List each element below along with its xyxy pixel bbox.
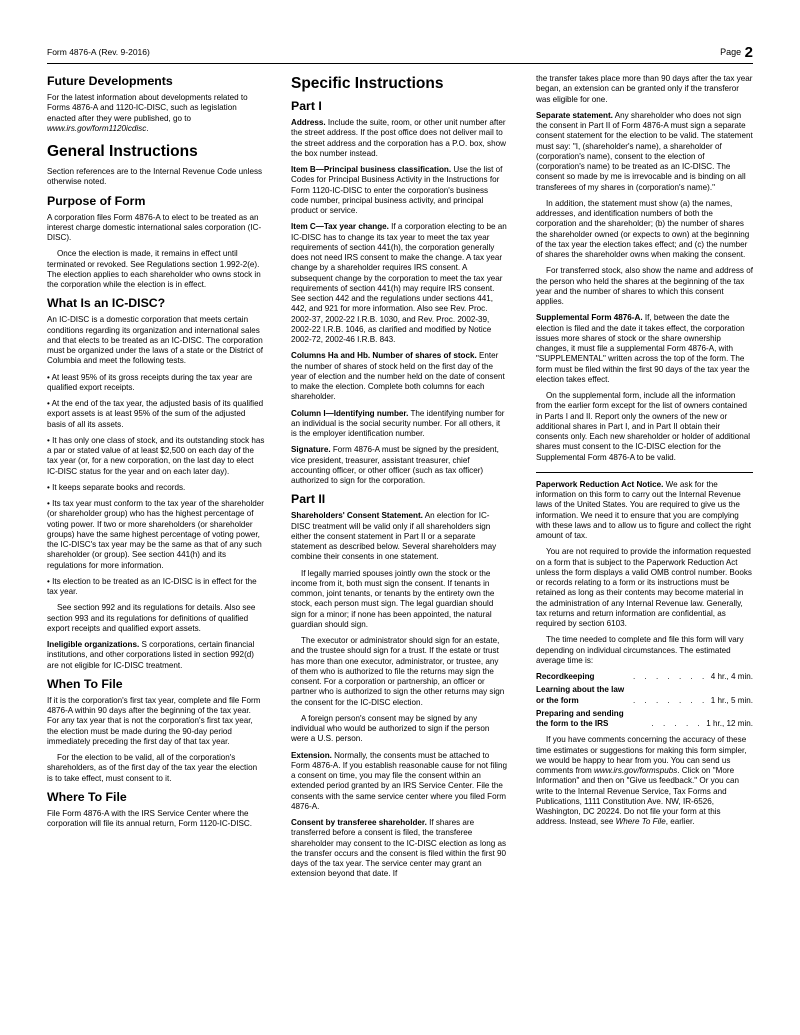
ineligible-text: Ineligible organizations. S corporations, certain financial institutions, and other corporations listed in section 992(d) are not eligible for IC-DISC treatment. <box>47 640 255 670</box>
transferred-stock-text: For transferred stock, also show the name and address of the person who held the shares at the beginning of the tax year and the number of shares to which this consent applies. <box>536 266 753 306</box>
time-row-value: 4 hr., 4 min. <box>710 672 753 681</box>
time-row <box>536 709 753 730</box>
purpose-text-1: A corporation files Form 4876-A to elect to be treated as an interest charge domestic international sales corporation (IC-DISC). <box>47 212 262 242</box>
future-developments-text: For the latest information about developments related to Forms 4876-A and 1120-IC-DISC, such as legislation enacted after they were published, go to www.irs.gov/form1120icdisc. <box>47 93 248 133</box>
comments-text: If you have comments concerning the accuracy of these time estimates or suggestions for making this form simpler, we would be happy to hear from you. You can send us comments from www.irs.gov/formspubs. Click on "More Information" and then on "Give us feedback." Or you can write to the Internal Revenue Service, Tax Forms and Publications, 1111 Constitution Ave. NW, IR-6526, Washington, DC 20224. Do not file your form at this address. Instead, see Where To File, earlier. <box>536 735 747 827</box>
specific-instructions-heading: Specific Instructions <box>291 75 444 92</box>
paperwork-reduction-text: Paperwork Reduction Act Notice. We ask for the information on this form to carry out the Internal Revenue laws of the United States. You are required to give us the information. We need it to ensure that you are complying with these laws and to allow us to figure and collect the right amount of tax. <box>536 479 752 540</box>
consent-statement-text: Shareholders' Consent Statement. An election for IC-DISC treatment will be valid only if all shareholders sign either the consent statement in Part II or a separate statement as described below. Several shareholders may combine their consents in one statement. <box>291 511 497 562</box>
where-to-file-text: File Form 4876-A with the IRS Service Center where the corporation will file its annual return, Form 1120-IC-DISC. <box>47 808 252 828</box>
signature-text: Signature. Form 4876-A must be signed by the president, vice president, treasurer, assistant treasurer, chief accounting officer, or other officer (such as tax officer) authorized to sign for the corporation. <box>291 445 499 485</box>
dot-leader: . . . . . . . <box>632 695 708 705</box>
where-to-file-heading: Where To File <box>47 789 127 804</box>
part1-heading: Part I <box>291 99 322 113</box>
page-number: 2 <box>744 44 753 61</box>
statement-details-text: In addition, the statement must show (a) the names, addresses, and identification numbers of both the corporation and the shareholder; (b) the number of shares the shareholder owned (or expects to own) at the beginning of the tax year the election takes effect; and (c) the number of shares the shareholder owns when making the consent. <box>536 198 750 259</box>
columns-h-text: Columns Ha and Hb. Number of shares of stock. Enter the number of shares of stock held on the first day of the year of election and the number held on the date of consent to make the election. Complete both columns for each shareholder. <box>291 351 505 402</box>
time-row-label: or the form <box>536 695 579 705</box>
supplemental-details-text: On the supplemental form, include all the information from the earlier form except for the list of owners contained in Parts I and II. Report only the owners of the new or additional shares in Part I, and in Part II obtain their consents only. Each new shareholder or holder of additional shares must consent to the IC-DISC election for the Supplemental Form 4876-A to be valid. <box>536 391 751 462</box>
time-row <box>536 685 753 706</box>
bullet-item: • Its tax year must conform to the tax year of the shareholder (or shareholder group) who has the highest percentage of voting power. If two or more shareholders (or shareholder groups) have the same highest percentage of voting power, the IC-DISC's tax year may be the same as that of any such shareholder (or group). See section 441(h) and its regulations for more information. <box>47 499 264 570</box>
bullet-item: • Its election to be treated as an IC-DISC is in effect for the tax year. <box>47 576 257 596</box>
general-instructions-text: Section references are to the Internal Revenue Code unless otherwise noted. <box>47 167 263 187</box>
icdisc-heading: What Is an IC-DISC? <box>47 296 166 311</box>
dot-leader: . . . . . . . <box>632 672 708 681</box>
time-estimates-table <box>536 672 753 729</box>
bullet-item: • At least 95% of its gross receipts during the tax year are qualified export receipts. <box>47 372 253 392</box>
address-text: Address. Include the suite, room, or other unit number after the street address. If the post office does not deliver mail to the street address and the corporation has a P.O. box, show the box number instead. <box>291 118 506 158</box>
column-middle <box>291 74 507 886</box>
omb-notice-text: You are not required to provide the information requested on a form that is subject to the Paperwork Reduction Act unless the form displays a valid OMB control number. Books or records relating to a form or its instructions must be retained as long as their contents may become material in the administration of any Internal Revenue law. Generally, tax returns and return information are confidential, as required by section 6103. <box>536 547 752 628</box>
page-label: Page <box>720 47 742 57</box>
icdisc-text-1: An IC-DISC is a domestic corporation that meets certain conditions regarding its organization and international sales and that elects to be treated as an IC-DISC. The corporation must be organized under the laws of a state or the District of Columbia and meet the following tests. <box>47 315 263 366</box>
bullet-item: • At the end of the tax year, the adjusted basis of its qualified export assets is at least 95% of the sum of the adjusted basis of all its assets. <box>47 399 264 429</box>
purpose-text-2: Once the election is made, it remains in effect until terminated or revoked. See Regulations section 1.992-2(e). The election applies to each shareholder who owns stock in the corporation while the election is in effect. <box>47 249 261 289</box>
transferee-text: Consent by transferee shareholder. If shares are transferred before a consent is filed, the transferee shareholder may consent to the IC-DISC election as long as the transfer occurs and the consent is filed within the first 90 days of the tax year. The service center may grant an extension beyond that date. If <box>291 818 507 879</box>
icdisc-text-2: See section 992 and its regulations for details. Also see section 993 and its regulations for definitions of qualified export receipts and qualified export assets. <box>47 603 256 633</box>
time-row-label: the form to the IRS <box>536 719 609 728</box>
section-divider <box>536 472 753 473</box>
where-to-file-reference: Where To File <box>615 817 666 827</box>
supplemental-form-text: Supplemental Form 4876-A. If, between the date the election is filed and the date it takes effect, the corporation issues more shares of stock or the share ownership changes, it must file a supplemental Form 4876-A, with "SUPPLEMENTAL" written across the top of the form. The form must be filed within the first 90 days of the tax year the election takes effect. <box>536 313 750 384</box>
page-indicator <box>720 44 753 61</box>
future-developments-heading: Future Developments <box>47 74 173 88</box>
time-row-label-line1: Preparing and sending <box>536 708 624 718</box>
time-row <box>536 672 753 682</box>
bullet-item: • It has only one class of stock, and its outstanding stock has a par or stated value of at least $2,500 on each day of the tax year (or, for a new corporation, on the last day to elect IC-DISC status for the year and on each later day). <box>47 435 265 476</box>
page-header <box>47 45 753 64</box>
time-row-value: 1 hr., 12 min. <box>706 719 753 728</box>
transfer-continuation-text: the transfer takes place more than 90 days after the tax year began, an extension can be granted only if the transferor was eligible for one. <box>536 74 753 104</box>
column-left <box>47 74 265 835</box>
time-estimate-intro: The time needed to complete and file this form will vary depending on individual circumstances. The estimated average time is: <box>536 635 744 665</box>
foreign-person-text: A foreign person's consent may be signed by any individual who would be authorized to sign if the person were a U.S. person. <box>291 713 490 744</box>
general-instructions-heading: General Instructions <box>47 143 198 160</box>
item-b-text: Item B—Principal business classification. Use the list of Codes for Principal Business Activity in the Instructions for Form 1120-IC-DISC to enter the corporation's business code number, principal business activity, and principal product or service. <box>291 165 503 215</box>
bullet-item: • It keeps separate books and records. <box>47 482 186 492</box>
time-row-label-line1: Learning about the law <box>536 685 625 695</box>
column-i-text: Column I—Identifying number. The identifying number for an individual is the social security number. For all others, it is the employer identification number. <box>291 408 505 438</box>
extension-text: Extension. Normally, the consents must be attached to Form 4876-A. If you establish reasonable cause for not filing a consent on time, you may file the consent within an extended period granted by an IRS Service Center. File the consents with the same service center where you filed Form 4876-A. <box>291 750 507 811</box>
when-to-file-text-2: For the election to be valid, all of the corporation's shareholders, as of the first day of the tax year the election is to take effect, must consent to it. <box>47 753 258 783</box>
purpose-heading: Purpose of Form <box>47 193 146 208</box>
column-right <box>536 74 753 834</box>
separate-statement-text: Separate statement. Any shareholder who does not sign the consent in Part II of Form 4876-A must sign a separate consent statement for the election to be valid. The statement must say: "I, (shareholder's name), a shareholder of (corporation's name), consent to the election of (corporation's name) to be treated as an IC-DISC. The consent so made by me is irrevocable and is binding on all transferees of my shares in (corporation's name)." <box>536 110 753 192</box>
form-url-link[interactable]: www.irs.gov/form1120icdisc <box>47 123 147 133</box>
time-row-value: 1 hr., 5 min. <box>710 695 753 705</box>
married-text: If legally married spouses jointly own the stock or the income from it, both must sign the consent. If tenants in common, joint tenants, or tenants by the entirety own the stock, each person must sign. The legal guardian should sign for a minor; if none has been appointed, the natural guardian should sign. <box>291 568 495 629</box>
dot-leader: . . . . . <box>651 719 704 728</box>
when-to-file-text-1: If it is the corporation's first tax year, complete and file Form 4876-A within 90 days after the beginning of the tax year. For any tax year that is not the corporation's first tax year, the election must be made during the 90-day period immediately preceding the first day of that tax year. <box>47 695 261 746</box>
time-row-label: Recordkeeping <box>536 672 595 681</box>
form-identifier: Form 4876-A (Rev. 9-2016) <box>47 47 150 57</box>
executor-text: The executor or administrator should sign for an estate, and the trustee should sign for a trust. If the estate or trust has more than one executor, administrator, or trustee, any of them who is authorized to file the returns may sign the consent. For a corporation or partnership, an officer or partner who is authorized to sign the other returns may sign the consent for the IC-DISC election. <box>291 636 505 707</box>
when-to-file-heading: When To File <box>47 676 123 691</box>
item-c-text: Item C—Tax year change. If a corporation electing to be an IC-DISC has to change its tax year to meet the tax year requirements of section 441(h), the corporation generally does not need IRS consent to make the change. A tax year change by a shareholder requires IRS consent. A subsequent change by the corporation to meet the tax year requirements of section 441(h) may require IRS consent. See section 442 and the regulations under sections 441, 442, and 921 for more information. Also see Rev. Proc. 2002-37, 2002-22 I.R.B. 1030, and Rev. Proc. 2002-39, 2002-22 I.R.B. 1046, as clarified and modified by Notice 2002-72, 2002-46 I.R.B. 843. <box>291 222 507 344</box>
part2-heading: Part II <box>291 492 326 507</box>
formspubs-link[interactable]: www.irs.gov/formspubs <box>594 766 678 775</box>
